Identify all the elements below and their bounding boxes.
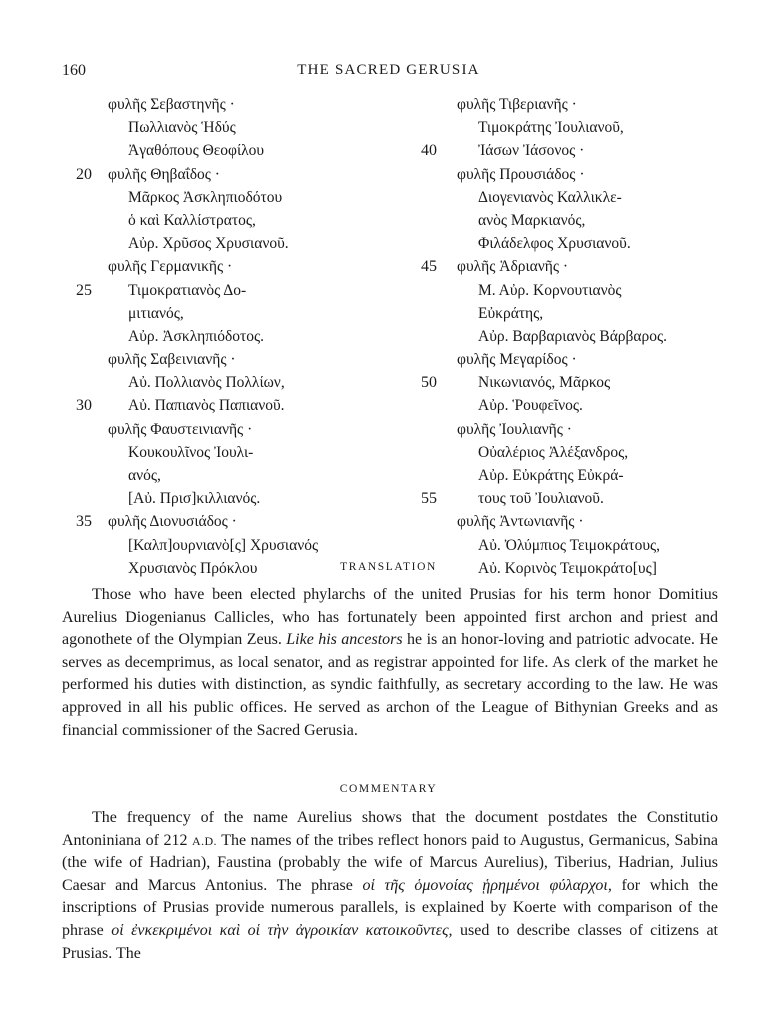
- inscription-name-line: Αὐρ. Ῥουφεῖνος.: [478, 397, 583, 415]
- inscription-line: [400, 421, 777, 444]
- inscription-name-line: μιτιανός,: [128, 304, 184, 322]
- commentary-paragraph: [62, 807, 718, 965]
- translation-heading: TRANSLATION: [340, 561, 437, 573]
- inscription-line: [0, 258, 400, 281]
- translation-text-1: Those who have been elected phylarchs of the united Prusias for his term honor Domitius Aurelius Diogenianus Callicles, who has fortunately been appointed first archon and priest and agonothete of the Olympian Zeus.: [62, 586, 718, 649]
- translation-text-2: he is an honor-loving and patriotic advocate. He serves as decemprimus, as local senator, and as registrar appointed for life. As clerk of the market he performed his duties with distinction, as syndic faithfully, as secretary according to the law. He was approved in all his public offices. He served as archon of the League of Bithynian Greeks and as financial commissioner of the Sacred Gerusia.: [62, 631, 718, 739]
- page-header: [0, 62, 777, 84]
- tribe-heading-line: φυλῆς Τιβεριανῆς ·: [457, 96, 577, 113]
- inscription-line: [0, 513, 400, 536]
- inscription-line: [0, 189, 400, 212]
- inscription-name-line: Διογενιανὸς Καλλικλε-: [478, 188, 622, 206]
- inscription-line: [0, 537, 400, 560]
- inscription-left-column: [0, 96, 400, 583]
- inscription-name-line: ὁ καὶ Καλλίστρατος,: [128, 211, 256, 229]
- line-number: 20: [76, 165, 92, 183]
- inscription-name-line: Αὐ. Παπιανὸς Παπιανοῦ.: [128, 397, 285, 415]
- inscription-line: [0, 397, 400, 420]
- inscription-name-line: Πωλλιανὸς Ἡδύς: [128, 119, 236, 137]
- inscription-name-line: Ἀγαθόπους Θεοφίλου: [128, 142, 265, 160]
- inscription-name-line: Μ. Αὐρ. Κορνουτιανὸς: [478, 281, 622, 299]
- line-number: 55: [421, 490, 437, 508]
- inscription-line: [0, 305, 400, 328]
- tribe-heading-line: φυλῆς Θηβαΐδος ·: [108, 165, 220, 183]
- inscription-name-line: ανὸς Μαρκιανός,: [478, 211, 586, 229]
- inscription-name-line: Τιμοκράτης Ἰουλιανοῦ,: [478, 119, 624, 137]
- inscription-line: [0, 166, 400, 189]
- inscription-line: [400, 328, 777, 351]
- inscription-line: [400, 490, 777, 513]
- inscription-name-line: Αὐρ. Ἀσκληπιόδοτος.: [128, 327, 264, 345]
- inscription-line: [0, 467, 400, 490]
- page-number: 160: [62, 62, 86, 79]
- inscription-line: [400, 212, 777, 235]
- tribe-heading-line: φυλῆς Ἰουλιανῆς ·: [457, 420, 572, 438]
- commentary-heading: COMMENTARY: [339, 783, 438, 795]
- tribe-heading-line: φυλῆς Προυσιάδος ·: [457, 165, 585, 183]
- inscription-name-line: Χρυσιανὸς Πρόκλου: [128, 559, 258, 577]
- line-number: 50: [421, 374, 437, 392]
- inscription-line: [0, 235, 400, 258]
- inscription-line: [0, 421, 400, 444]
- inscription-line: [0, 328, 400, 351]
- commentary-text-1: The frequency of the name Aurelius shows that the document postdates the Constitutio Antoniniana of 212: [62, 809, 718, 849]
- tribe-heading-line: φυλῆς Γερμανικῆς ·: [108, 258, 233, 276]
- inscription-line: [0, 96, 400, 119]
- inscription-line: [400, 166, 777, 189]
- tribe-heading-line: φυλῆς Σαβεινιανῆς ·: [108, 351, 236, 369]
- inscription-line: [400, 537, 777, 560]
- inscription-name-line: Αὐρ. Χρῦσος Χρυσιανοῦ.: [128, 235, 289, 253]
- line-number: 45: [421, 258, 437, 276]
- inscription-line: [400, 142, 777, 165]
- inscription-line: [0, 490, 400, 513]
- inscription-line: [400, 513, 777, 536]
- inscription-line: [0, 212, 400, 235]
- inscription-name-line: τους τοῦ Ἰουλιανοῦ.: [478, 490, 604, 508]
- inscription-name-line: Εὐκράτης,: [478, 304, 544, 322]
- inscription-line: [400, 467, 777, 490]
- inscription-name-line: Αὐ. Ὀλύμπιος Τειμοκράτους,: [478, 536, 661, 554]
- commentary-text-3: for which the inscriptions of Prusias provide numerous parallels, is explained by Koerte with comparison of the phrase: [62, 876, 719, 939]
- running-title: THE SACRED GERUSIA: [297, 62, 480, 78]
- tribe-heading-line: φυλῆς Ἀντωνιανῆς ·: [457, 513, 584, 531]
- inscription-line: [400, 351, 777, 374]
- inscription-name-line: Οὐαλέριος Ἀλέξανδρος,: [478, 443, 629, 461]
- translation-italic-text: Like his ancestors: [286, 631, 403, 649]
- inscription-name-line: Ἰάσων Ἰάσονος ·: [478, 142, 585, 160]
- greek-phrase-classes: οἱ ἐνκεκριμένοι καὶ οἱ τὴν ἀγροικίαν κατοικοῦντες,: [111, 921, 453, 939]
- greek-phrase-phylarchs: οἱ τῆς ὁμονοίας ᾑρημένοι φύλαρχοι,: [362, 876, 612, 894]
- line-number: 25: [76, 281, 92, 299]
- inscription-name-line: Αὐ. Κορινὸς Τειμοκράτο[υς]: [478, 559, 657, 577]
- era-abbreviation: A.D.: [192, 833, 217, 848]
- inscription-line: [400, 96, 777, 119]
- line-number: 40: [421, 142, 437, 160]
- inscription-name-line: [Αὐ. Πρισ]κιλλιανός.: [128, 490, 261, 508]
- inscription-line: [0, 142, 400, 165]
- commentary-text-2: The names of the tribes reflect honors paid to Augustus, Germanicus, Sabina (the wife of Hadrian), Faustina (probably the wife of Marcus Aurelius), Tiberius, Hadrian, Julius Caesar and Marcus Antonius. The phrase: [62, 831, 719, 894]
- inscription-line: [0, 119, 400, 142]
- inscription-line: [0, 444, 400, 467]
- line-number: 35: [76, 513, 92, 531]
- inscription-line: [0, 351, 400, 374]
- inscription-line: [400, 444, 777, 467]
- inscription-name-line: Νικωνιανός, Μᾶρκος: [478, 374, 611, 392]
- tribe-heading-line: φυλῆς Σεβαστηνῆς ·: [108, 96, 235, 113]
- inscription-name-line: Κουκουλῖνος Ἰουλι-: [128, 443, 254, 461]
- tribe-heading-line: φυλῆς Φαυστεινιανῆς ·: [108, 420, 253, 438]
- inscription-line: [400, 119, 777, 142]
- inscription-line: [400, 189, 777, 212]
- commentary-text-4: used to describe classes of citizens at Prusias. The: [62, 921, 719, 962]
- inscription-name-line: Αὐ. Πολλιανὸς Πολλίων,: [128, 374, 285, 392]
- inscription-name-line: [Καλπ]ουρνιανὸ[ς] Χρυσιανός: [128, 536, 319, 554]
- translation-paragraph: [62, 584, 718, 742]
- tribe-heading-line: φυλῆς Διονυσιάδος ·: [108, 513, 237, 531]
- inscription-name-line: Μᾶρκος Ἀσκληπιοδότου: [128, 188, 283, 206]
- inscription-right-column: [400, 96, 777, 583]
- inscription-line: [400, 235, 777, 258]
- inscription-line: [400, 374, 777, 397]
- inscription-line: [400, 282, 777, 305]
- inscription-line: [400, 397, 777, 420]
- inscription-line: [400, 258, 777, 281]
- inscription-line: [0, 374, 400, 397]
- inscription-name-line: ανός,: [128, 467, 161, 484]
- line-number: 30: [76, 397, 92, 415]
- inscription-line: [400, 305, 777, 328]
- inscription-name-line: Αὐρ. Εὐκράτης Εὐκρά-: [478, 467, 624, 484]
- inscription-name-line: Τιμοκρατιανὸς Δο-: [128, 281, 247, 299]
- inscription-line: [0, 282, 400, 305]
- tribe-heading-line: φυλῆς Ἁδριανῆς ·: [457, 258, 569, 276]
- tribe-heading-line: φυλῆς Μεγαρίδος ·: [457, 351, 577, 369]
- inscription-name-line: Φιλάδελφος Χρυσιανοῦ.: [478, 235, 631, 253]
- inscription-name-line: Αὐρ. Βαρβαριανὸς Βάρβαρος.: [478, 327, 668, 345]
